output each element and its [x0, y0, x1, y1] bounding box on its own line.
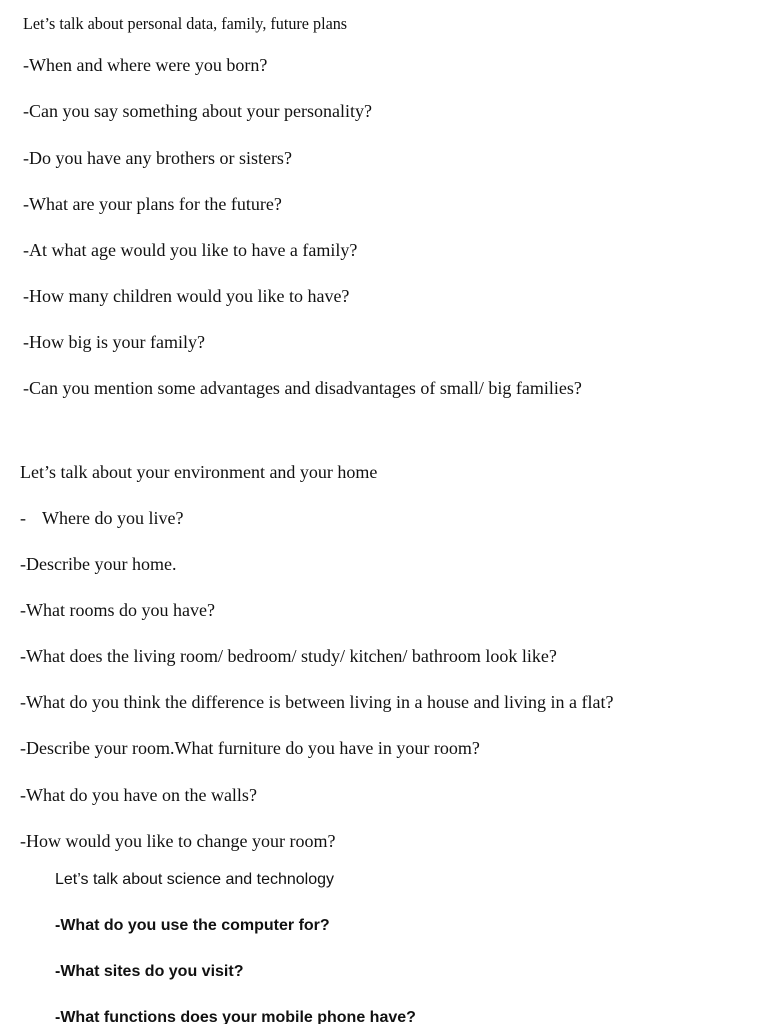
- question-small-big-families: -Can you mention some advantages and disadvantages of small/ big families?: [23, 378, 582, 398]
- question-describe-home: -Describe your home.: [20, 554, 177, 574]
- question-where-live: [20, 509, 183, 527]
- section-home-title: Let’s talk about your environment and your home: [20, 462, 378, 482]
- question-children: -How many children would you like to have?: [23, 286, 350, 306]
- question-house-vs-flat: -What do you think the difference is between living in a house and living in a flat?: [20, 692, 614, 712]
- question-where-live-text: Where do you live?: [42, 508, 184, 528]
- question-siblings: -Do you have any brothers or sisters?: [23, 148, 292, 168]
- bullet-dash: -: [20, 508, 26, 528]
- question-rooms-look: -What does the living room/ bedroom/ study/ kitchen/ bathroom look like?: [20, 646, 557, 666]
- question-mobile-functions: -What functions does your mobile phone have?: [55, 1009, 416, 1024]
- question-family-size: -How big is your family?: [23, 332, 205, 352]
- section-science-title: Let’s talk about science and technology: [55, 871, 335, 888]
- section-personal-title: Let’s talk about personal data, family, future plans: [23, 14, 348, 33]
- question-rooms: -What rooms do you have?: [20, 600, 215, 620]
- question-born: -When and where were you born?: [23, 55, 268, 75]
- question-computer-use: -What do you use the computer for?: [55, 917, 330, 934]
- question-walls: -What do you have on the walls?: [20, 785, 257, 805]
- question-sites: -What sites do you visit?: [55, 963, 244, 980]
- question-family-age: -At what age would you like to have a family?: [23, 240, 358, 260]
- question-future-plans: -What are your plans for the future?: [23, 194, 282, 214]
- question-furniture: -Describe your room.What furniture do you have in your room?: [20, 738, 480, 758]
- question-change-room: -How would you like to change your room?: [20, 831, 336, 851]
- question-personality: -Can you say something about your personality?: [23, 101, 372, 121]
